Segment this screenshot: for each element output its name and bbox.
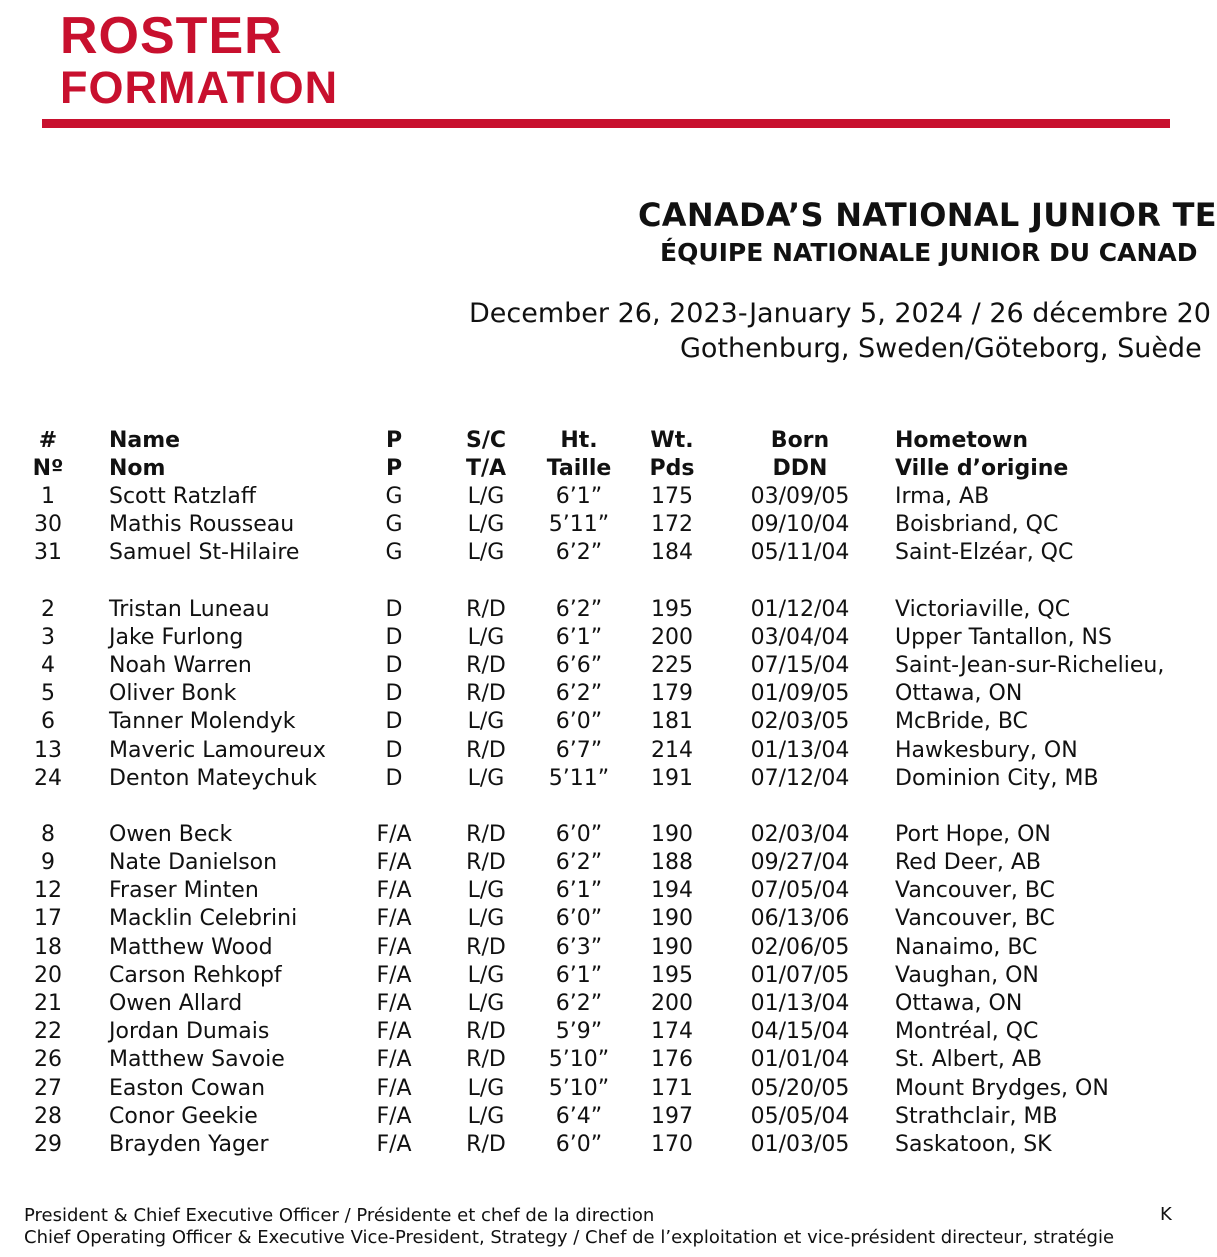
- player-height: 6’2”: [555, 597, 603, 622]
- player-height: 6’0”: [555, 906, 603, 931]
- player-name: Jake Furlong: [109, 625, 244, 650]
- player-name: Matthew Savoie: [109, 1047, 285, 1072]
- player-weight: 191: [651, 766, 693, 791]
- player-name: Mathis Rousseau: [109, 512, 295, 537]
- player-shoots: R/D: [466, 653, 506, 678]
- player-position: D: [385, 625, 403, 650]
- table-row: [0, 1046, 1170, 1074]
- player-height: 6’6”: [555, 653, 603, 678]
- table-row: [0, 539, 1170, 567]
- player-number: 1: [41, 484, 55, 509]
- table-row: [0, 934, 1170, 962]
- player-height: 6’1”: [555, 625, 603, 650]
- header-shoots: S/C: [465, 428, 507, 453]
- player-height: 6’2”: [555, 850, 603, 875]
- player-weight: 174: [651, 1019, 693, 1044]
- player-weight: 200: [651, 991, 693, 1016]
- player-number: 17: [34, 906, 62, 931]
- table-row: [0, 652, 1170, 680]
- player-birthdate: 02/03/04: [750, 822, 850, 847]
- player-hometown: Hawkesbury, ON: [895, 738, 1078, 763]
- header-weight-fr: Pds: [649, 456, 695, 481]
- player-height: 6’7”: [555, 738, 603, 763]
- player-name: Nate Danielson: [109, 850, 278, 875]
- player-number: 9: [41, 850, 55, 875]
- document-title-en: CANADA’S NATIONAL JUNIOR TE: [638, 196, 1217, 234]
- header-born-fr: DDN: [772, 456, 828, 481]
- player-number: 26: [34, 1047, 62, 1072]
- player-shoots: R/D: [466, 1047, 506, 1072]
- player-number: 30: [34, 512, 62, 537]
- table-row: [0, 821, 1170, 849]
- player-number: 6: [41, 709, 55, 734]
- player-height: 5’9”: [555, 1019, 603, 1044]
- player-position: F/A: [376, 935, 412, 960]
- player-birthdate: 01/13/04: [750, 991, 850, 1016]
- player-height: 6’1”: [555, 484, 603, 509]
- table-row: [0, 905, 1170, 933]
- footer-right-text: K: [1160, 1204, 1172, 1225]
- player-name: Jordan Dumais: [109, 1019, 270, 1044]
- player-number: 8: [41, 822, 55, 847]
- player-position: G: [385, 540, 403, 565]
- player-name: Easton Cowan: [109, 1076, 266, 1101]
- player-number: 12: [34, 878, 62, 903]
- player-hometown: Irma, AB: [895, 484, 990, 509]
- table-row: [0, 708, 1170, 736]
- player-hometown: Victoriaville, QC: [895, 597, 1071, 622]
- player-number: 4: [41, 653, 55, 678]
- player-weight: 171: [651, 1076, 693, 1101]
- player-height: 5’10”: [548, 1047, 610, 1072]
- player-position: F/A: [376, 1132, 412, 1157]
- player-weight: 175: [651, 484, 693, 509]
- player-name: Scott Ratzlaff: [109, 484, 256, 509]
- table-row: [0, 737, 1170, 765]
- header-name: Name: [109, 428, 181, 453]
- header-hometown-fr: Ville d’origine: [895, 456, 1069, 481]
- player-name: Carson Rehkopf: [109, 963, 282, 988]
- player-birthdate: 07/15/04: [750, 653, 850, 678]
- player-name: Matthew Wood: [109, 935, 273, 960]
- header-weight: Wt.: [650, 428, 694, 453]
- player-height: 6’0”: [555, 822, 603, 847]
- player-birthdate: 05/05/04: [750, 1104, 850, 1129]
- player-name: Fraser Minten: [109, 878, 259, 903]
- player-shoots: R/D: [466, 1132, 506, 1157]
- player-weight: 172: [651, 512, 693, 537]
- table-row: [0, 765, 1170, 793]
- document-title-fr: ÉQUIPE NATIONALE JUNIOR DU CANAD: [660, 238, 1198, 267]
- player-number: 22: [34, 1019, 62, 1044]
- player-birthdate: 07/05/04: [750, 878, 850, 903]
- player-hometown: Vancouver, BC: [895, 906, 1055, 931]
- header-num: #: [38, 428, 58, 453]
- header-height: Ht.: [560, 428, 598, 453]
- player-hometown: Vaughan, ON: [895, 963, 1039, 988]
- player-shoots: L/G: [467, 512, 505, 537]
- player-shoots: L/G: [467, 625, 505, 650]
- player-position: G: [385, 484, 403, 509]
- player-height: 6’0”: [555, 1132, 603, 1157]
- player-weight: 170: [651, 1132, 693, 1157]
- player-shoots: L/G: [467, 963, 505, 988]
- player-weight: 184: [651, 540, 693, 565]
- player-position: F/A: [376, 906, 412, 931]
- player-birthdate: 01/13/04: [750, 738, 850, 763]
- table-row: [0, 511, 1170, 539]
- player-number: 31: [34, 540, 62, 565]
- player-number: 2: [41, 597, 55, 622]
- player-name: Owen Beck: [109, 822, 233, 847]
- player-birthdate: 05/11/04: [750, 540, 850, 565]
- player-position: D: [385, 681, 403, 706]
- player-hometown: Red Deer, AB: [895, 850, 1041, 875]
- player-name: Tristan Luneau: [109, 597, 270, 622]
- player-height: 6’1”: [555, 878, 603, 903]
- player-position: F/A: [376, 991, 412, 1016]
- player-number: 5: [41, 681, 55, 706]
- player-name: Brayden Yager: [109, 1132, 269, 1157]
- player-height: 6’1”: [555, 963, 603, 988]
- player-hometown: Nanaimo, BC: [895, 935, 1038, 960]
- player-shoots: R/D: [466, 822, 506, 847]
- player-position: G: [385, 512, 403, 537]
- player-birthdate: 07/12/04: [750, 766, 850, 791]
- player-number: 18: [34, 935, 62, 960]
- player-hometown: Strathclair, MB: [895, 1104, 1058, 1129]
- player-hometown: Saint-Elzéar, QC: [895, 540, 1074, 565]
- player-number: 20: [34, 963, 62, 988]
- player-hometown: McBride, BC: [895, 709, 1028, 734]
- player-shoots: L/G: [467, 878, 505, 903]
- player-hometown: Port Hope, ON: [895, 822, 1051, 847]
- player-hometown: Mount Brydges, ON: [895, 1076, 1109, 1101]
- player-position: F/A: [376, 822, 412, 847]
- player-birthdate: 01/12/04: [750, 597, 850, 622]
- header-divider: [42, 119, 1170, 128]
- player-name: Denton Mateychuk: [109, 766, 317, 791]
- player-birthdate: 05/20/05: [750, 1076, 850, 1101]
- player-birthdate: 06/13/06: [750, 906, 850, 931]
- player-weight: 190: [651, 935, 693, 960]
- player-position: D: [385, 597, 403, 622]
- player-position: D: [385, 766, 403, 791]
- header-num-fr: Nº: [32, 456, 64, 481]
- player-birthdate: 02/03/05: [750, 709, 850, 734]
- player-position: F/A: [376, 963, 412, 988]
- player-hometown: Vancouver, BC: [895, 878, 1055, 903]
- player-birthdate: 04/15/04: [750, 1019, 850, 1044]
- player-weight: 181: [651, 709, 693, 734]
- player-weight: 195: [651, 963, 693, 988]
- player-position: D: [385, 738, 403, 763]
- player-birthdate: 01/09/05: [750, 681, 850, 706]
- player-weight: 200: [651, 625, 693, 650]
- table-header-fr: [0, 455, 1170, 483]
- player-shoots: R/D: [466, 597, 506, 622]
- table-row: [0, 1075, 1170, 1103]
- player-weight: 190: [651, 906, 693, 931]
- player-birthdate: 03/04/04: [750, 625, 850, 650]
- player-position: F/A: [376, 1104, 412, 1129]
- player-height: 5’11”: [548, 766, 610, 791]
- player-shoots: R/D: [466, 850, 506, 875]
- player-position: F/A: [376, 1076, 412, 1101]
- table-row: [0, 596, 1170, 624]
- table-row: [0, 1103, 1170, 1131]
- player-hometown: Montréal, QC: [895, 1019, 1039, 1044]
- table-row: [0, 962, 1170, 990]
- header-hometown: Hometown: [895, 428, 1028, 453]
- header-height-fr: Taille: [546, 456, 612, 481]
- player-weight: 197: [651, 1104, 693, 1129]
- player-shoots: R/D: [466, 935, 506, 960]
- player-number: 21: [34, 991, 62, 1016]
- header-position-fr: P: [385, 456, 403, 481]
- table-row: [0, 680, 1170, 708]
- player-position: F/A: [376, 850, 412, 875]
- player-birthdate: 09/27/04: [750, 850, 850, 875]
- player-name: Conor Geekie: [109, 1104, 258, 1129]
- player-number: 27: [34, 1076, 62, 1101]
- table-row: [0, 1018, 1170, 1046]
- player-position: D: [385, 653, 403, 678]
- player-weight: 188: [651, 850, 693, 875]
- player-shoots: L/G: [467, 1076, 505, 1101]
- player-weight: 194: [651, 878, 693, 903]
- player-hometown: Boisbriand, QC: [895, 512, 1059, 537]
- player-hometown: Saskatoon, SK: [895, 1132, 1052, 1157]
- player-name: Tanner Molendyk: [109, 709, 296, 734]
- player-height: 6’2”: [555, 540, 603, 565]
- player-height: 5’11”: [548, 512, 610, 537]
- player-shoots: L/G: [467, 540, 505, 565]
- player-shoots: L/G: [467, 1104, 505, 1129]
- player-name: Maveric Lamoureux: [109, 738, 326, 763]
- player-weight: 190: [651, 822, 693, 847]
- player-birthdate: 01/01/04: [750, 1047, 850, 1072]
- player-shoots: R/D: [466, 738, 506, 763]
- player-shoots: L/G: [467, 906, 505, 931]
- player-weight: 225: [651, 653, 693, 678]
- player-shoots: L/G: [467, 484, 505, 509]
- player-height: 6’2”: [555, 991, 603, 1016]
- player-height: 5’10”: [548, 1076, 610, 1101]
- player-shoots: L/G: [467, 991, 505, 1016]
- player-height: 6’4”: [555, 1104, 603, 1129]
- player-number: 13: [34, 738, 62, 763]
- player-name: Macklin Celebrini: [109, 906, 298, 931]
- player-hometown: Dominion City, MB: [895, 766, 1099, 791]
- player-birthdate: 09/10/04: [750, 512, 850, 537]
- table-row: [0, 624, 1170, 652]
- player-shoots: L/G: [467, 766, 505, 791]
- table-row: [0, 877, 1170, 905]
- table-row: [0, 483, 1170, 511]
- header-shoots-fr: T/A: [465, 456, 507, 481]
- player-number: 3: [41, 625, 55, 650]
- player-weight: 195: [651, 597, 693, 622]
- player-height: 6’3”: [555, 935, 603, 960]
- player-hometown: Saint-Jean-sur-Richelieu,: [895, 653, 1165, 678]
- player-position: D: [385, 709, 403, 734]
- player-hometown: Ottawa, ON: [895, 991, 1023, 1016]
- player-position: F/A: [376, 878, 412, 903]
- header-born: Born: [770, 428, 830, 453]
- footer-staff-line-1: President & Chief Executive Officer / Présidente et chef de la direction: [24, 1205, 655, 1226]
- player-height: 6’0”: [555, 709, 603, 734]
- player-name: Oliver Bonk: [109, 681, 237, 706]
- header-name-fr: Nom: [109, 456, 166, 481]
- table-row: [0, 1131, 1170, 1159]
- table-row: [0, 990, 1170, 1018]
- player-number: 28: [34, 1104, 62, 1129]
- header-position: P: [385, 428, 403, 453]
- player-birthdate: 01/07/05: [750, 963, 850, 988]
- player-hometown: Ottawa, ON: [895, 681, 1023, 706]
- player-birthdate: 03/09/05: [750, 484, 850, 509]
- event-dates: December 26, 2023-January 5, 2024 / 26 décembre 20: [469, 298, 1211, 329]
- footer-staff-line-2: Chief Operating Officer & Executive Vice-President, Strategy / Chef de l’exploitation et vice-président directeur, stratégie: [24, 1227, 1115, 1248]
- player-number: 29: [34, 1132, 62, 1157]
- player-weight: 176: [651, 1047, 693, 1072]
- table-header-en: [0, 427, 1170, 455]
- player-name: Samuel St-Hilaire: [109, 540, 300, 565]
- player-shoots: R/D: [466, 681, 506, 706]
- player-birthdate: 02/06/05: [750, 935, 850, 960]
- player-position: F/A: [376, 1019, 412, 1044]
- player-name: Noah Warren: [109, 653, 252, 678]
- player-shoots: R/D: [466, 1019, 506, 1044]
- player-birthdate: 01/03/05: [750, 1132, 850, 1157]
- player-name: Owen Allard: [109, 991, 243, 1016]
- player-position: F/A: [376, 1047, 412, 1072]
- player-weight: 179: [651, 681, 693, 706]
- player-weight: 214: [651, 738, 693, 763]
- player-hometown: St. Albert, AB: [895, 1047, 1043, 1072]
- player-number: 24: [34, 766, 62, 791]
- event-location: Gothenburg, Sweden/Göteborg, Suède: [680, 333, 1202, 364]
- player-shoots: L/G: [467, 709, 505, 734]
- logo-formation-text: FORMATION: [60, 62, 339, 113]
- player-height: 6’2”: [555, 681, 603, 706]
- player-hometown: Upper Tantallon, NS: [895, 625, 1112, 650]
- logo-roster-text: ROSTER: [60, 7, 283, 65]
- table-row: [0, 849, 1170, 877]
